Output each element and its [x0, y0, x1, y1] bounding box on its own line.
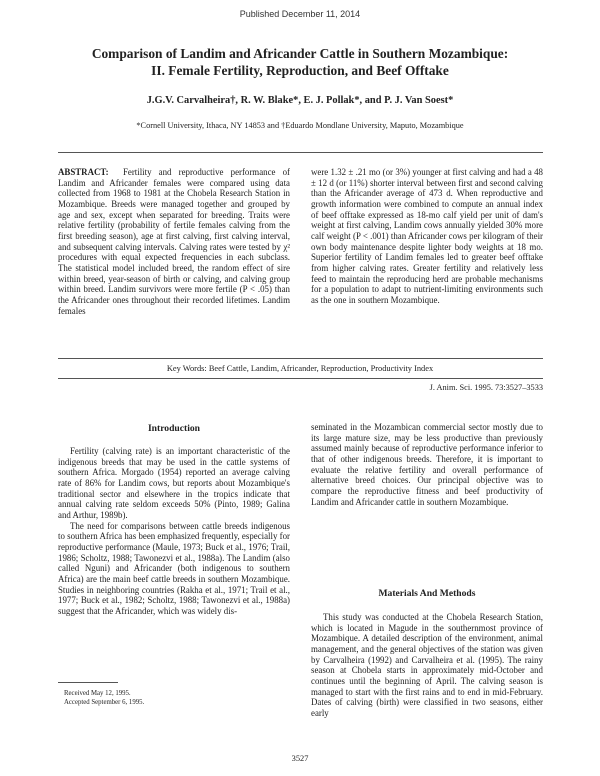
abstract-right-column: [311, 167, 543, 306]
introduction-column: [58, 446, 290, 617]
introduction-continuation: seminated in the Mozambican commercial sector mostly due to its large mature size, may be less productive than previously assumed mainly because of reproductive performance inferior to that of other indigenous breeds. Therefore, it is important to evaluate the relative fertility and overall performance of alternative breed choices. Our principal objective was to compare the reproductive fitness and beef productivity of Landim and Africander cattle in southern Mozambique.: [311, 422, 543, 507]
authors: J.G.V. Carvalheira†, R. W. Blake*, E. J. Pollak*, and P. J. Van Soest*: [146, 95, 454, 106]
introduction-paragraph-2: The need for comparisons between cattle breeds indigenous to southern Africa has been emphasized frequently, especially for reproductive performance (Maule, 1973; Buck et al., 1976; Trail, 1986; Scholtz, 1988; Tawonezvi et al., 1988a). The Landim (also called Nguni) and Africander (both indigenous to southern Africa) are the main beef cattle breeds in southern Mozambique. Studies in neighboring countries (Rakha et al., 1971; Trail et al., 1977; Buck et al., 1982; Scholtz, 1988; Tawonezvi et al., 1988a) suggest that the Africander, which was widely dis-: [58, 520, 290, 616]
materials-methods-heading: Materials And Methods: [378, 588, 476, 599]
abstract-label: ABSTRACT:: [58, 167, 109, 177]
journal-citation: J. Anim. Sci. 1995. 73:3527–3533: [429, 383, 543, 392]
affiliations: *Cornell University, Ithaca, NY 14853 and †Eduardo Mondlane University, Maputo, Mozambique: [136, 121, 464, 130]
materials-paragraph-1: This study was conducted at the Chobela Research Station, which is located in Magude in the southernmost province of Mozambique. A detailed description of the environment, animal management, and the general objectives of the station was given by Carvalheira (1992) and Carvalheira et al. (1995). The rainy season at Chobela starts in approximately mid-October and continues until the beginning of April. The calving season is managed to start with the first rains and to end in mid-February. Dates of calving (birth) were classified in two seasons, either early: [311, 612, 543, 718]
materials-methods-column: [311, 612, 543, 719]
published-date: Published December 11, 2014: [239, 9, 361, 19]
introduction-paragraph-1: Fertility (calving rate) is an important characteristic of the indigenous breeds that may be used in the cattle systems of southern Africa. Morgado (1954) reported an average calving rate of 86% for Landim cows, but reports about Mozambique's traditional sector and elsewhere in the tropics indicate that annual calving rate seldom exceeds 50% (Pinto, 1989; Galina and Arthur, 1989b).: [58, 446, 290, 520]
abstract-top-rule: [58, 152, 543, 153]
abstract-right-text: were 1.32 ± .21 mo (or 3%) younger at first calving and had a 48 ± 12 d (or 11%) shorter interval between first and second calving than the Africander average of 473 d. When reproductive and growth information were combined to compute an annual index of beef offtake expressed as 18-mo calf yield per unit of dam's weight at first calving, Landim cows annually yielded 30% more calf weight (P < .001) than Africander cows per kilogram of their own body maintenance despite lighter body weights at 18 mo. Superior fertility of Landim females led to greater beef offtake from higher calving rates. Greater fertility and relatively less feed to maintain the reproducing herd are probable mechanisms for a population to adapt to nutrient-limiting environments such as the one in southern Mozambique.: [311, 167, 543, 305]
title-line-1: Comparison of Landim and Africander Cattle in Southern Mozambique:: [91, 46, 509, 61]
footnotes: [64, 689, 144, 707]
accepted-date: Accepted September 6, 1995.: [64, 699, 145, 706]
keywords-top-rule: [58, 358, 543, 359]
received-date: Received May 12, 1995.: [64, 690, 131, 697]
abstract-left-text: Fertility and reproductive performance of Landim and Africander females were compared using data collected from 1968 to 1981 at the Chobela Research Station in Mozambique. Breeds were managed together and grouped by age and sex, except when separated for breeding. Traits were relative fertility (probability of fertile females calving from the first breeding season), age at first calving, first calving interval, and subsequent calving intervals. Calving rates were tested by χ² procedures with equal expected frequencies in each subclass. The statistical model included breed, the random effect of sire within breed, year-season of birth or calving, and calving group within breed. Landim survivors were more fertile (P < .05) than the Africander ones throughout their recorded lifetimes. Landim females: [58, 167, 291, 316]
footnote-rule: [58, 682, 118, 683]
keywords: Key Words: Beef Cattle, Landim, Africander, Reproduction, Productivity Index: [166, 364, 434, 373]
keywords-bottom-rule: [58, 378, 543, 379]
introduction-heading: Introduction: [147, 423, 201, 434]
title-line-2: II. Female Fertility, Reproduction, and Beef Offtake: [151, 63, 449, 78]
page-number: 3527: [291, 754, 309, 763]
abstract-left-column: [58, 167, 290, 316]
paper-title: [40, 45, 560, 79]
introduction-continuation-column: [311, 422, 543, 507]
